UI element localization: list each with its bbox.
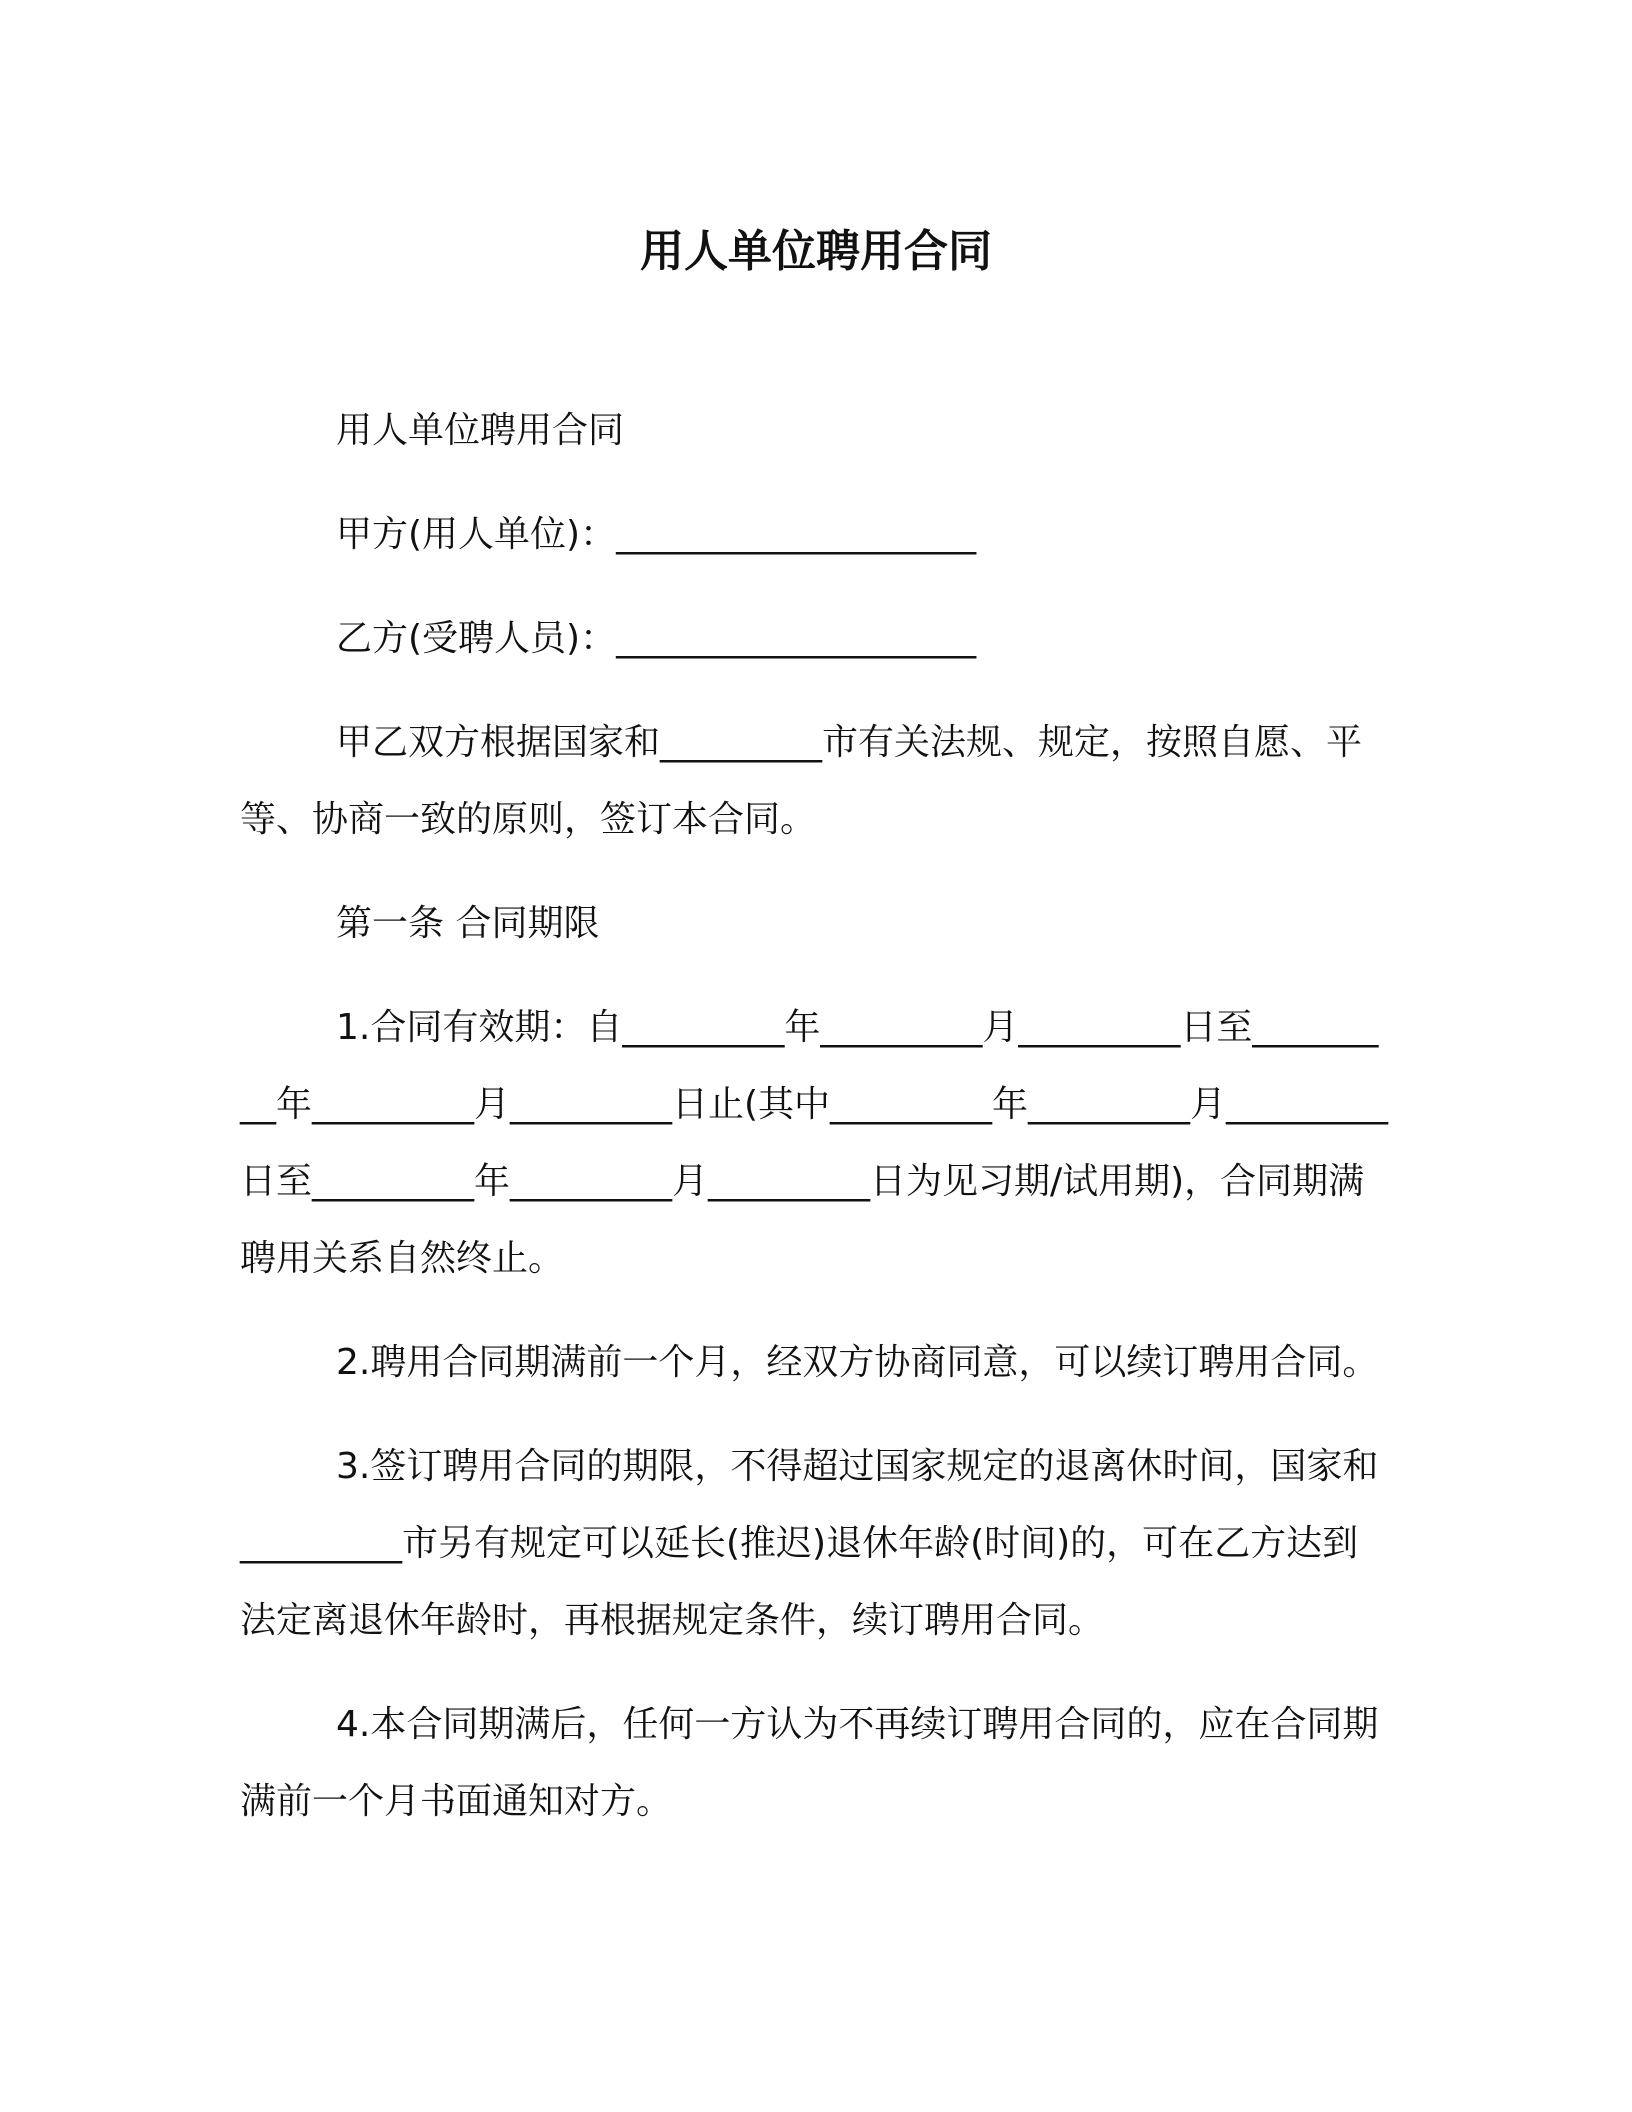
clause-3-paragraph: 3.签订聘用合同的期限，不得超过国家规定的退离休时间，国家和_________市另有规定可以延长(推迟)退休年龄(时间)的，可在乙方达到法定离退休年龄时，再根据规定条件，续订聘用合同。	[240, 1446, 1379, 1641]
document-title: 用人单位聘用合同	[640, 226, 992, 277]
party-a-line: 甲方(用人单位)：____________________	[336, 514, 977, 555]
document-body	[240, 392, 1392, 1867]
party-b-line: 乙方(受聘人员)：____________________	[336, 618, 977, 659]
article-1-heading: 第一条 合同期限	[336, 903, 600, 944]
clause-2-paragraph: 2.聘用合同期满前一个月，经双方协商同意，可以续订聘用合同。	[336, 1342, 1379, 1383]
subtitle-paragraph: 用人单位聘用合同	[336, 410, 625, 451]
preamble-paragraph: 甲乙双方根据国家和_________市有关法规、规定，按照自愿、平等、协商一致的原则，签订本合同。	[240, 722, 1363, 840]
clause-1-paragraph: 1.合同有效期：自_________年_________月_________日至_________年_________月_________日止(其中_________年_________月_________日至_________年_________月_________日为见习期/试用期)，合同期满聘用关系自然终止。	[240, 1007, 1389, 1279]
clause-4-paragraph: 4.本合同期满后，任何一方认为不再续订聘用合同的，应在合同期满前一个月书面通知对方。	[240, 1704, 1379, 1822]
